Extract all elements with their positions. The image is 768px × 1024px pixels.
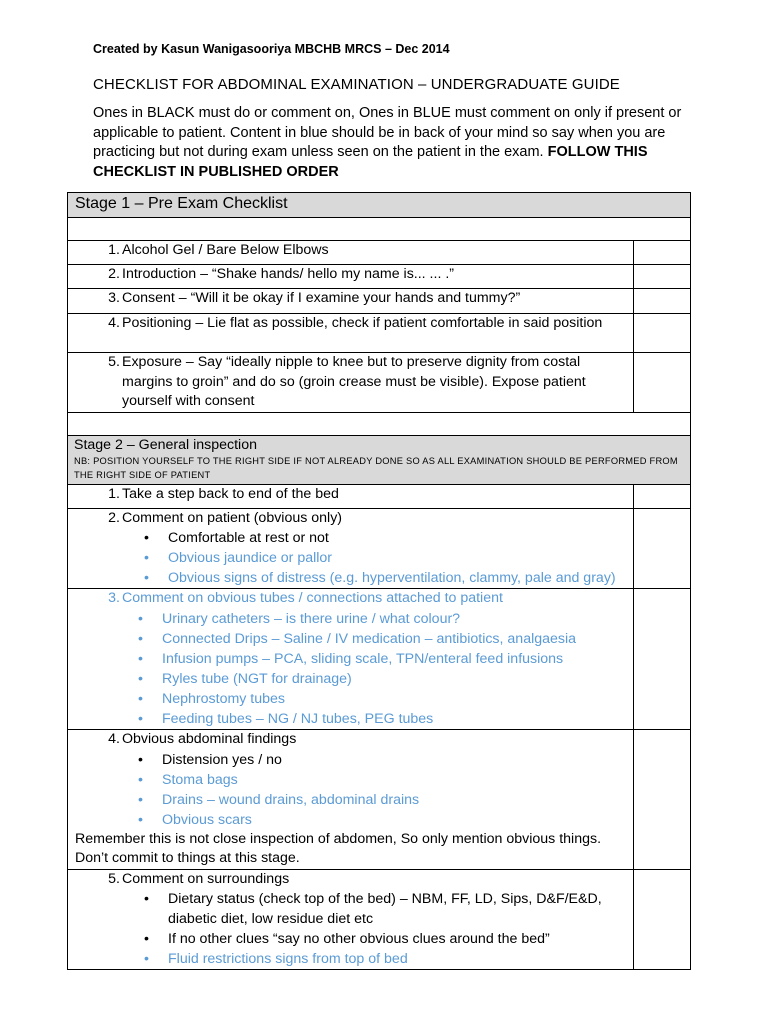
list-item: • Fluid restrictions signs from top of bed xyxy=(68,949,633,969)
list-item: • Stoma bags xyxy=(68,770,633,790)
item-number: 1. xyxy=(108,242,120,258)
blank-row xyxy=(68,218,691,241)
item-text: Introduction – “Shake hands/ hello my name is... ... .” xyxy=(122,266,454,282)
item-text: Comment on patient (obvious only) xyxy=(122,509,343,526)
table-row xyxy=(68,589,691,730)
document-heading: CHECKLIST FOR ABDOMINAL EXAMINATION – UNDERGRADUATE GUIDE xyxy=(93,76,620,93)
table-row xyxy=(68,353,691,413)
table-row xyxy=(68,508,691,589)
stage2-header-cell xyxy=(68,435,691,484)
list-item: • Ryles tube (NGT for drainage) xyxy=(68,669,633,689)
tick-box[interactable] xyxy=(634,353,691,413)
checklist-item xyxy=(68,265,634,289)
list-item: • Infusion pumps – PCA, sliding scale, TPN/enteral feed infusions xyxy=(68,649,633,669)
checklist-item xyxy=(68,289,634,314)
tick-box[interactable] xyxy=(634,241,691,265)
checklist-item xyxy=(68,241,634,265)
item-text: Exposure – Say “ideally nipple to knee but to preserve dignity from costal margins to groin” and do so (groin crease must be visible). Expose patient yourself with consent xyxy=(122,354,586,410)
bullet-list xyxy=(68,750,633,830)
list-item: • Feeding tubes – NG / NJ tubes, PEG tubes xyxy=(68,709,633,729)
intro-bold-instruction: FOLLOW THIS CHECKLIST IN PUBLISHED ORDER xyxy=(93,144,648,180)
checklist-item xyxy=(68,484,634,508)
intro-paragraph xyxy=(93,104,693,182)
stage2-note: NB: POSITION YOURSELF TO THE RIGHT SIDE IF NOT ALREADY DONE SO AS ALL EXAMINATION SHOULD BE PERFORMED FROM THE RIGHT SIDE OF PATIENT xyxy=(74,455,678,480)
item-text: Alcohol Gel / Bare Below Elbows xyxy=(122,242,329,258)
item-text: Obvious abdominal findings xyxy=(122,730,297,747)
author-line: Created by Kasun Wanigasooriya MBCHB MRCS – Dec 2014 xyxy=(93,42,450,56)
table-row xyxy=(68,241,691,265)
item-number: 4. xyxy=(108,730,120,747)
blank-cell xyxy=(68,218,691,241)
list-item: • Comfortable at rest or not xyxy=(68,528,633,548)
blank-row xyxy=(68,412,691,435)
tick-box[interactable] xyxy=(634,869,691,970)
checklist-item xyxy=(68,508,634,589)
item-text: Comment on obvious tubes / connections attached to patient xyxy=(122,590,503,607)
table-row xyxy=(68,314,691,353)
checklist-item xyxy=(68,589,634,730)
tick-box[interactable] xyxy=(634,484,691,508)
item-note: Remember this is not close inspection of abdomen, So only mention obvious things. Don’t commit to things at this stage. xyxy=(75,830,602,867)
item-number: 1. xyxy=(108,485,120,502)
stage1-title: Stage 1 – Pre Exam Checklist xyxy=(68,193,691,218)
list-item: • Drains – wound drains, abdominal drains xyxy=(68,790,633,810)
bullet-list xyxy=(68,889,633,969)
item-number: 3. xyxy=(108,290,120,306)
checklist-table xyxy=(67,192,691,970)
bullet-list xyxy=(68,528,633,588)
item-text: Take a step back to end of the bed xyxy=(122,485,339,502)
tick-box[interactable] xyxy=(634,289,691,314)
checklist-item xyxy=(68,314,634,353)
item-number: 4. xyxy=(108,315,120,331)
list-item: • Urinary catheters – is there urine / what colour? xyxy=(68,609,633,629)
stage1-header-row xyxy=(68,193,691,218)
item-number: 5. xyxy=(108,354,120,370)
item-number: 5. xyxy=(108,870,120,887)
list-item: • Connected Drips – Saline / IV medication – antibiotics, analgaesia xyxy=(68,629,633,649)
table-row xyxy=(68,289,691,314)
list-item: • Distension yes / no xyxy=(68,750,633,770)
bullet-list xyxy=(68,609,633,729)
list-item: • Obvious signs of distress (e.g. hyperventilation, clammy, pale and gray) xyxy=(68,568,633,588)
tick-box[interactable] xyxy=(634,729,691,869)
item-number: 2. xyxy=(108,266,120,282)
tick-box[interactable] xyxy=(634,265,691,289)
list-item: • If no other clues “say no other obvious clues around the bed” xyxy=(68,929,633,949)
list-item: • Obvious jaundice or pallor xyxy=(68,548,633,568)
item-text: Consent – “Will it be okay if I examine your hands and tummy?” xyxy=(122,290,521,306)
table-row xyxy=(68,265,691,289)
blank-cell xyxy=(68,412,691,435)
item-number: 3. xyxy=(108,590,120,607)
table-row xyxy=(68,869,691,970)
list-item: • Obvious scars xyxy=(68,810,633,830)
table-row xyxy=(68,729,691,869)
list-item: • Nephrostomy tubes xyxy=(68,689,633,709)
stage2-header-row xyxy=(68,435,691,484)
tick-box[interactable] xyxy=(634,508,691,589)
stage2-title: Stage 2 – General inspection xyxy=(74,436,257,453)
checklist-item xyxy=(68,729,634,869)
item-text: Comment on surroundings xyxy=(122,870,290,887)
intro-text: Ones in BLACK must do or comment on, Ones in BLUE must comment on only if present or applicable to patient. Content in blue should be in back of your mind so say when you are practicing but not during exam unless seen on the patient in the exam. xyxy=(93,105,682,160)
tick-box[interactable] xyxy=(634,589,691,730)
list-item: • Dietary status (check top of the bed) – NBM, FF, LD, Sips, D&F/E&D, diabetic diet, low residue diet etc xyxy=(68,889,633,929)
item-text: Positioning – Lie flat as possible, check if patient comfortable in said position xyxy=(122,315,603,331)
checklist-item xyxy=(68,869,634,970)
table-row xyxy=(68,484,691,508)
tick-box[interactable] xyxy=(634,314,691,353)
checklist-item xyxy=(68,353,634,413)
item-number: 2. xyxy=(108,509,120,526)
